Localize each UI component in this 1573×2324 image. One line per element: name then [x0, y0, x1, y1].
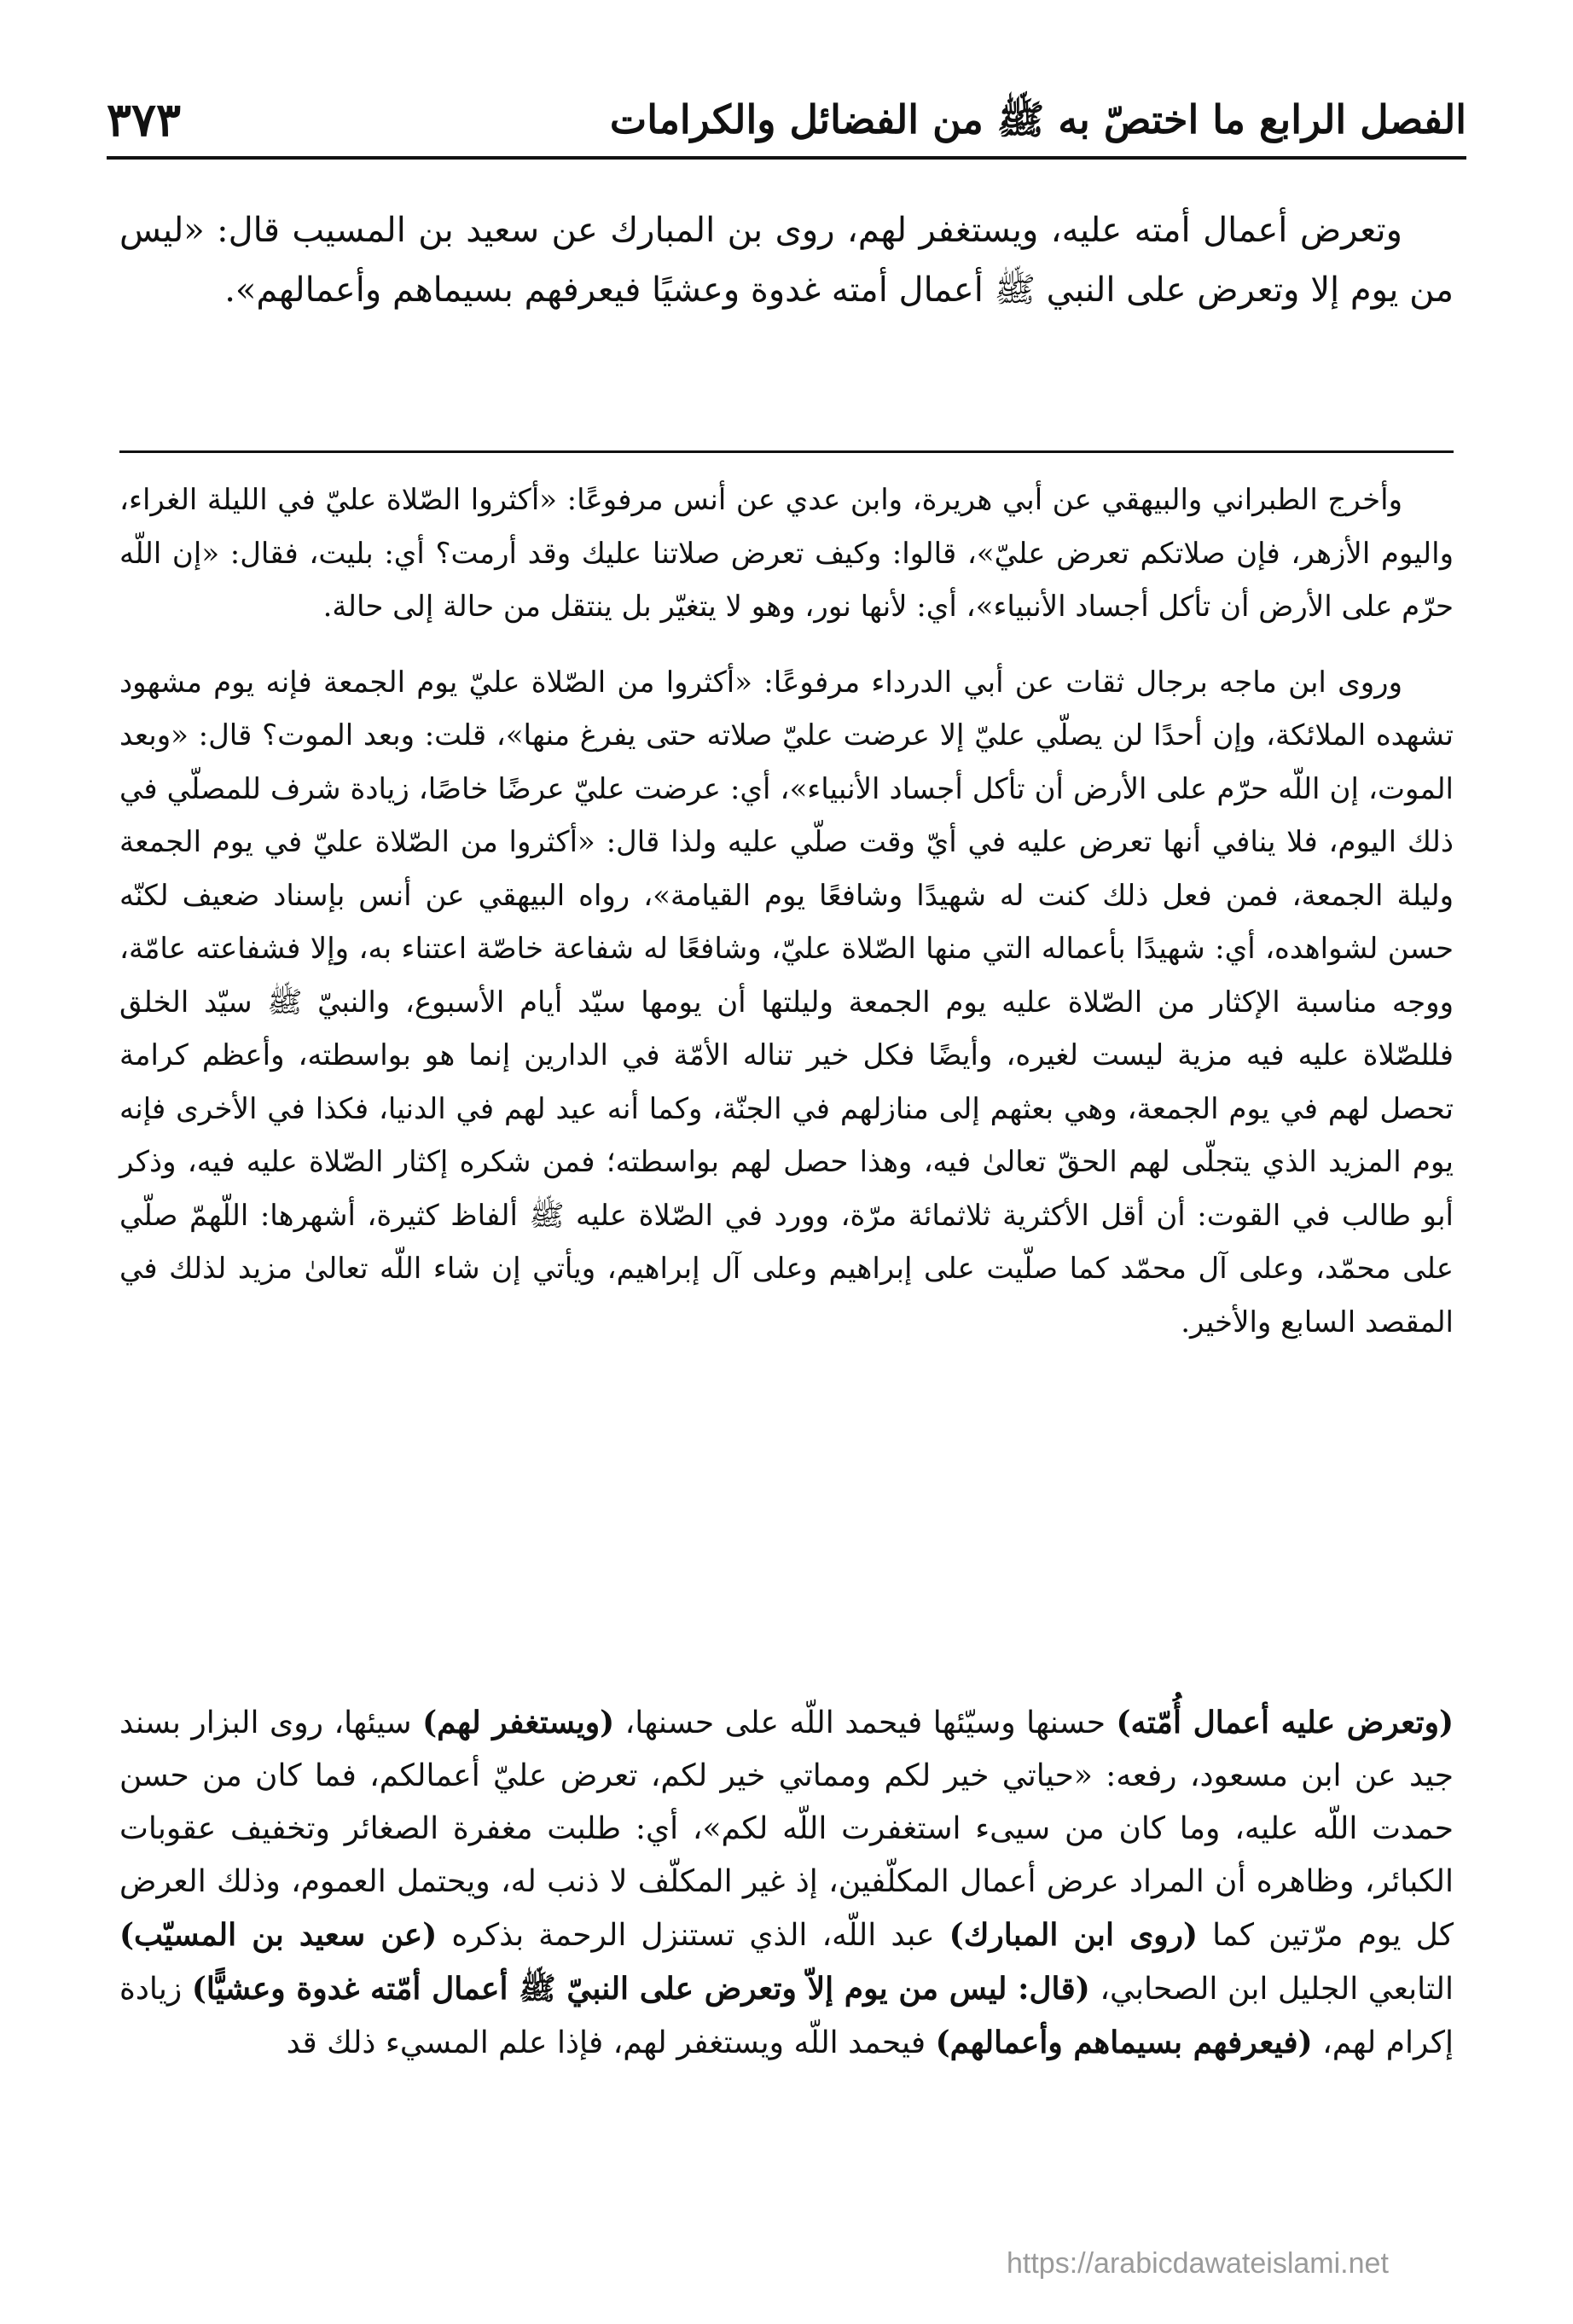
footnote-text — [119, 474, 1454, 1349]
commentary-text — [119, 1696, 1454, 2070]
quoted-phrase: (روى ابن المبارك) — [949, 1917, 1199, 1953]
footnote-paragraph: وأخرج الطبراني والبيهقي عن أبي هريرة، وابن عدي عن أنس مرفوعًا: «أكثروا الصّلاة عليّ في الليلة الغراء، واليوم الأزهر، فإن صلاتكم تعرض عليّ»، قالوا: وكيف تعرض صلاتنا عليك وقد أرمت؟ أي: بليت، فقال: «إن اللّه حرّم على الأرض أن تأكل أجساد الأنبياء»، أي: لأنها نور، وهو لا يتغيّر بل ينتقل من حالة إلى حالة. — [119, 483, 1454, 624]
footnote-paragraph: وروى ابن ماجه برجال ثقات عن أبي الدرداء مرفوعًا: «أكثروا من الصّلاة عليّ يوم الجمعة فإنه يوم مشهود تشهده الملائكة، وإن أحدًا لن يصلّي عليّ إلا عرضت عليّ صلاته حتى يفرغ منها»، قلت: وبعد الموت؟ قال: «وبعد الموت، إن اللّه حرّم على الأرض أن تأكل أجساد الأنبياء»، أي: عرضت عليّ عرضًا خاصًا، زيادة شرف للمصلّي في ذلك اليوم، فلا ينافي أنها تعرض عليه في أيّ وقت صلّي عليه ولذا قال: «أكثروا من الصّلاة عليّ في يوم الجمعة وليلة الجمعة، فمن فعل ذلك كنت له شهيدًا وشافعًا يوم القيامة»، رواه البيهقي عن أنس بإسناد ضعيف لكنّه حسن لشواهده، أي: شهيدًا بأعماله التي منها الصّلاة عليّ، وشافعًا له شفاعة خاصّة اعتناء به، وإلا فشفاعته عامّة، ووجه مناسبة الإكثار من الصّلاة عليه يوم الجمعة وليلتها أن يومها سيّد أيام الأسبوع، والنبيّ ﷺ سيّد الخلق فللصّلاة عليه فيه مزية ليست لغيره، وأيضًا فكل خير تناله الأمّة في الدارين إنما هو بواسطته، وأعظم كرامة تحصل لهم في يوم الجمعة، وهي بعثهم إلى منازلهم في الجنّة، وكما أنه عيد لهم في الدنيا، فكذا في الأخرى فإنه يوم المزيد الذي يتجلّى لهم الحقّ تعالىٰ فيه، وهذا حصل لهم بواسطته؛ فمن شكره إكثار الصّلاة عليه فيه، وذكر أبو طالب في القوت: أن أقل الأكثرية ثلاثمائة مرّة، وورد في الصّلاة عليه ﷺ ألفاظ كثيرة، أشهرها: اللّهمّ صلّي على محمّد، وعلى آل محمّد كما صلّيت على إبراهيم وعلى آل إبراهيم، ويأتي إن شاء اللّه تعالىٰ مزيد لذلك في المقصد السابع والأخير. — [119, 665, 1454, 1339]
watermark-url: https://arabicdawateislami.net — [1007, 2247, 1389, 2280]
commentary-paragraph — [119, 1696, 1454, 2070]
running-title: الفصل الرابع ما اختصّ به ﷺ من الفضائل والكرامات — [609, 96, 1466, 142]
page-number: ٣٧٣ — [107, 92, 182, 147]
running-header — [107, 85, 1466, 154]
commentary-segment: سيئها، روى البزار بسند جيد عن ابن مسعود، رفعه: «حياتي خير لكم ومماتي خير لكم، تعرض عليّ أعمالكم، فما كان من حسن حمدت اللّه عليه، وما كان من سيىء استغفرت اللّه لكم»، أي: طلبت مغفرة الصغائر وتخفيف عقوبات الكبائر، وظاهره أن المراد عرض أعمال المكلّفين، إذ غير المكلّف لا ذنب له، ويحتمل العموم، وذلك العرض كل يوم مرّتين كما — [119, 1705, 1454, 1953]
quoted-phrase: (قال: ليس من يوم إلاّ وتعرض على النبيّ ﷺ أعمال أمّته غدوة وعشيًّا) — [191, 1971, 1090, 2007]
quoted-phrase: (وتعرض عليه أعمال أُمّته) — [1116, 1705, 1454, 1740]
quoted-phrase: (فيعرفهم بسيماهم وأعمالهم) — [935, 2025, 1313, 2060]
commentary-segment: التابعي الجليل ابن الصحابي، — [1089, 1972, 1454, 2007]
main-text-paragraph: وتعرض أعمال أمته عليه، ويستغفر لهم، روى بن المبارك عن سعيد بن المسيب قال: «ليس من يوم إلا وتعرض على النبي ﷺ أعمال أمته غدوة وعشيًا فيعرفهم بسيماهم وأعمالهم». — [119, 211, 1454, 310]
header-divider — [107, 156, 1466, 160]
section-divider — [119, 450, 1454, 453]
commentary-segment: حسنها وسيّئها فيحمد اللّه على حسنها، — [614, 1705, 1117, 1740]
quoted-phrase: (ويستغفر لهم) — [422, 1705, 615, 1740]
quoted-phrase: (عن سعيد بن المسيّب) — [119, 1917, 438, 1953]
commentary-segment: فيحمد اللّه ويستغفر لهم، فإذا علم المسيء ذلك قد — [286, 2025, 936, 2060]
main-text — [119, 200, 1454, 320]
commentary-segment: عبد اللّه، الذي تستنزل الرحمة بذكره — [437, 1918, 949, 1953]
commentary-segment: زيادة إكرام لهم، — [119, 1972, 1454, 2060]
